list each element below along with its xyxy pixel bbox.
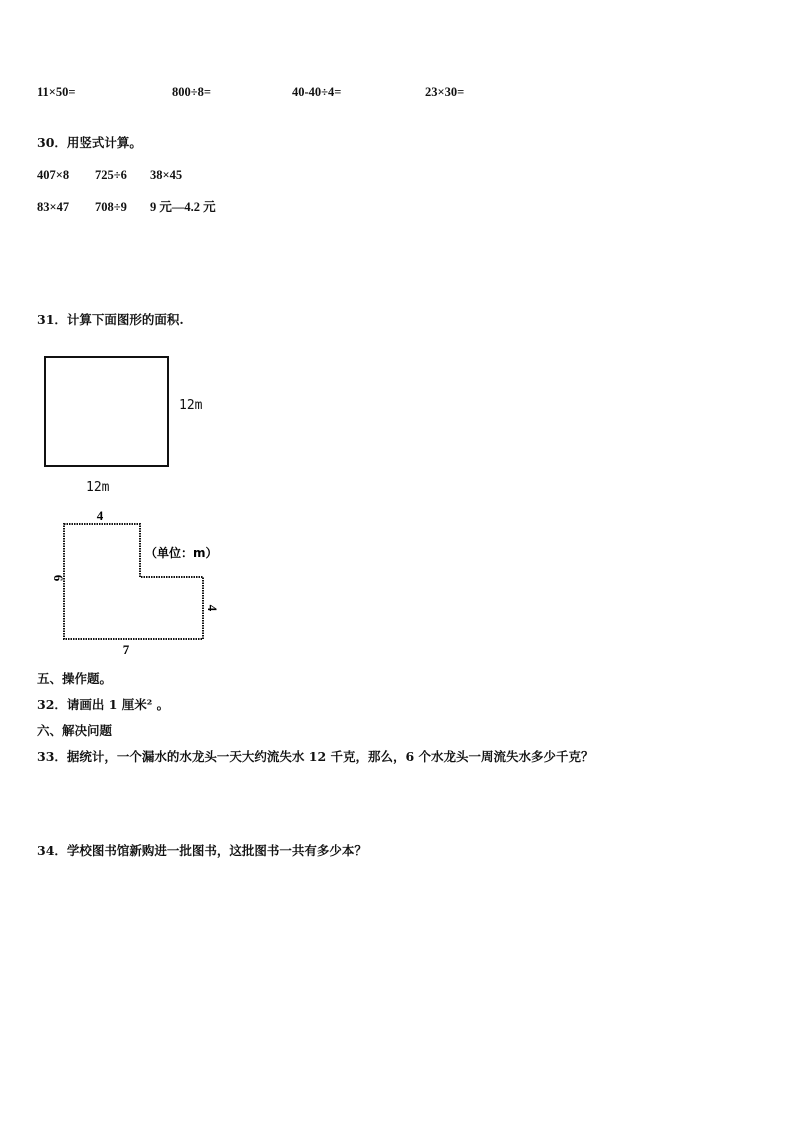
- q30-item-725div6: 725÷6: [95, 168, 127, 182]
- q30-item-money: 9 元—4.2 元: [150, 200, 216, 214]
- q30-item-708div9: 708÷9: [95, 200, 127, 214]
- q32-text: 32．请画出 1 厘米² 。: [37, 697, 170, 712]
- calc-11x50: 11×50=: [37, 85, 76, 99]
- section5-title: 五、操作题。: [37, 671, 113, 686]
- l-shape-figure: [40, 505, 240, 655]
- l-shape: [64, 524, 203, 639]
- calc-800div8: 800÷8=: [172, 85, 211, 99]
- q30-item-38x45: 38×45: [150, 168, 183, 182]
- q34-text: 34．学校图书馆新购进一批图书，这批图书一共有多少本？: [37, 843, 367, 858]
- l-top-label: 4: [96, 508, 104, 523]
- l-left-label: 6: [51, 574, 66, 582]
- calc-40-40div4: 40-40÷4=: [292, 85, 342, 99]
- square-figure: [40, 352, 175, 472]
- l-right-label: 4: [205, 604, 220, 612]
- q30-title: 30．用竖式计算。: [37, 135, 142, 150]
- l-unit-label: （单位：m）: [145, 546, 218, 560]
- calc-23x30: 23×30=: [425, 85, 465, 99]
- square-bottom-label: 12m: [86, 480, 110, 495]
- square-shape: [45, 357, 168, 466]
- q30-item-83x47: 83×47: [37, 200, 70, 214]
- q30-item-407x8: 407×8: [37, 168, 70, 182]
- q31-title: 31．计算下面图形的面积.: [37, 312, 184, 327]
- l-bottom-label: 7: [122, 642, 130, 657]
- square-right-label: 12m: [179, 398, 203, 413]
- q33-text: 33．据统计，一个漏水的水龙头一天大约流失水 12 千克，那么，6 个水龙头一周流失水多少千克？: [37, 749, 594, 764]
- section6-title: 六、解决问题: [37, 723, 113, 738]
